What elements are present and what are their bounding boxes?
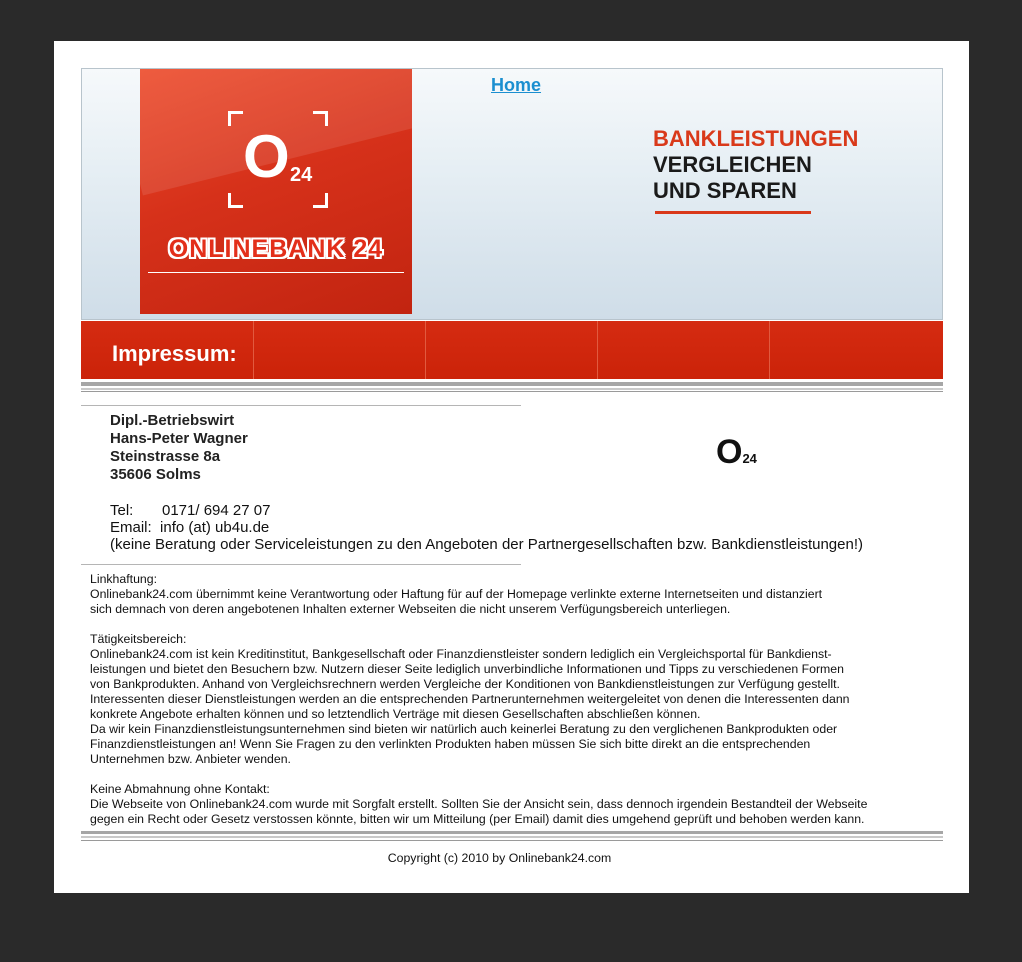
slogan-underline <box>655 211 811 214</box>
divider-band <box>81 391 943 392</box>
linkhaftung-section <box>90 572 940 617</box>
logo-bracket-icon <box>313 193 328 208</box>
nav-separator <box>253 321 254 379</box>
legal-text <box>90 572 940 842</box>
slogan-line-2: VERGLEICHEN <box>653 152 812 177</box>
email-label: Email: <box>110 519 152 536</box>
divider-line <box>81 564 521 565</box>
logo-letter: O <box>243 123 290 190</box>
logo-bracket-icon <box>228 111 243 126</box>
nav-separator <box>425 321 426 379</box>
nav-separator <box>769 321 770 379</box>
copyright-text: Copyright (c) 2010 by Onlinebank24.com <box>387 851 612 865</box>
email-row <box>110 519 863 536</box>
text-line: Finanzdienstleistungen an! Wenn Sie Fragen zu den verlinkten Produkten haben müssen Sie sich bitte direkt an die entsprechenden <box>90 737 811 751</box>
text-line: Die Webseite von Onlinebank24.com wurde mit Sorgfalt erstellt. Sollten Sie der Ansicht sein, dass dennoch irgendein Bestandteil der Webseite <box>90 797 868 811</box>
logo-divider <box>148 272 404 273</box>
email-value: info (at) ub4u.de <box>160 519 270 536</box>
address-line: Steinstrasse 8a <box>110 448 221 465</box>
mini-logo-letter: O <box>716 433 743 471</box>
abmahnung-section <box>90 782 940 827</box>
mini-logo-subscript: 24 <box>742 451 757 466</box>
footer-divider <box>81 840 943 841</box>
tel-label: Tel: <box>110 502 134 519</box>
taetigkeit-section <box>90 632 940 767</box>
text-line: konkrete Angebote erhalten können und so letztendlich Verträge mit diesen Gesellschaften abschließen können. <box>90 707 701 721</box>
text-line: Onlinebank24.com übernimmt keine Verantwortung oder Haftung für auf der Homepage verlinkte externe Internetseiten und distanziert <box>90 587 823 601</box>
section-heading: Tätigkeitsbereich: <box>90 632 187 646</box>
address-block <box>110 412 248 484</box>
address-line: Dipl.-Betriebswirt <box>110 412 235 429</box>
footer-divider <box>81 836 943 838</box>
slogan-line-1: BANKLEISTUNGEN <box>653 126 859 151</box>
contact-note: (keine Beratung oder Serviceleistungen zu den Angeboten der Partnergesellschaften bzw. Bankdienstleistungen!) <box>110 536 863 553</box>
section-heading: Keine Abmahnung ohne Kontakt: <box>90 782 270 796</box>
divider-band <box>81 382 943 386</box>
tel-row <box>110 502 863 519</box>
page-title: Impressum: <box>112 341 237 366</box>
site-logo[interactable] <box>140 69 412 314</box>
page-container <box>54 41 969 893</box>
address-line: 35606 Solms <box>110 466 201 483</box>
slogan <box>653 126 858 204</box>
slogan-line-3: UND SPAREN <box>653 178 797 203</box>
text-line: Interessenten dieser Dienstleistungen werden an die entsprechenden Partnerunternehmen weitergeleitet von denen die Interessenten dann <box>90 692 850 706</box>
logo-wordmark: ONLINEBANK 24 <box>168 235 384 263</box>
mini-logo <box>716 433 757 472</box>
footer-divider <box>81 831 943 834</box>
nav-separator <box>597 321 598 379</box>
address-line: Hans-Peter Wagner <box>110 430 248 447</box>
contact-block <box>110 502 863 553</box>
logo-bracket-icon <box>313 111 328 126</box>
tel-value: 0171/ 694 27 07 <box>162 502 271 519</box>
header-banner <box>81 68 943 320</box>
text-line: Onlinebank24.com ist kein Kreditinstitut, Bankgesellschaft oder Finanzdienstleister sondern lediglich ein Vergleichsportal für Bankdienst- <box>90 647 832 661</box>
text-line: gegen ein Recht oder Gesetz verstossen könnte, bitten wir um Mitteilung (per Email) damit dies umgehend geprüft und behoben werden kann. <box>90 812 865 826</box>
logo-subscript: 24 <box>290 164 313 186</box>
text-line: Da wir kein Finanzdienstleistungsunternehmen sind bieten wir natürlich auch keinerlei Beratung zu den verglichenen Bankprodukten oder <box>90 722 838 736</box>
divider-line <box>81 405 521 406</box>
text-line: leistungen und bietet den Besuchern bzw. Nutzern dieser Seite lediglich unverbindliche Informationen und Tipps zu verschiedenen Formen <box>90 662 844 676</box>
text-line: Unternehmen bzw. Anbieter wenden. <box>90 752 291 766</box>
text-line: von Bankprodukten. Anhand von Vergleichsrechnern werden Vergleiche der Konditionen von Bankdienstleistungen zur Verfügung gestellt. <box>90 677 840 691</box>
logo-bracket-icon <box>228 193 243 208</box>
section-heading: Linkhaftung: <box>90 572 158 586</box>
home-link[interactable]: Home <box>491 75 542 95</box>
navbar <box>81 321 943 379</box>
text-line: sich demnach von deren angebotenen Inhalten externer Webseiten die nicht unserem Verfügungsbereich unterliegen. <box>90 602 731 616</box>
divider-band <box>81 388 943 390</box>
